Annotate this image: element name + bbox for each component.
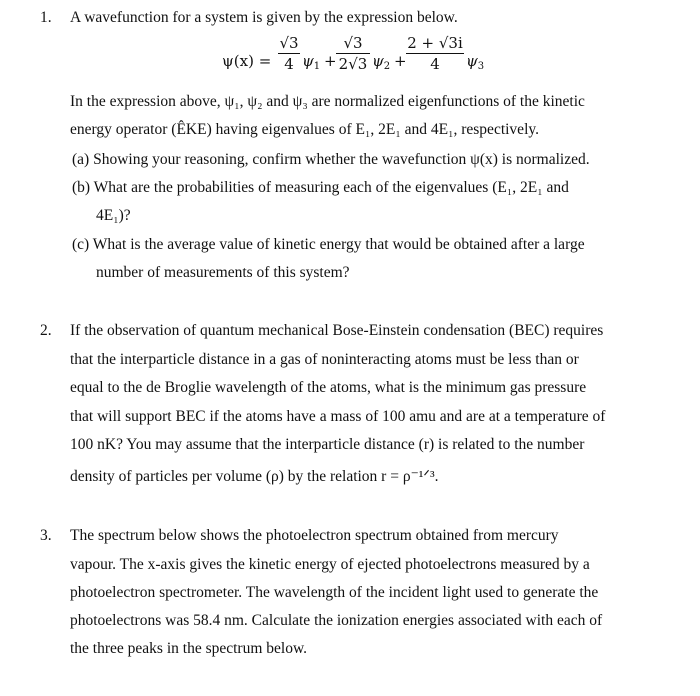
question-3-line-2: vapour. The x-axis gives the kinetic energy of ejected photoelectrons measured by a xyxy=(70,556,590,573)
question-1-part-c-line-1: (c) What is the average value of kinetic energy that would be obtained after a large xyxy=(72,236,585,253)
question-1-part-c-line-2: number of measurements of this system? xyxy=(96,264,350,281)
wavefunction-equation xyxy=(222,34,522,90)
eq-term3-fraction xyxy=(406,34,464,73)
eq-plus-2: + xyxy=(394,52,407,70)
question-1-number: 1. xyxy=(40,9,52,26)
eq-term1-fraction xyxy=(278,34,300,73)
question-3-line-3: photoelectron spectrometer. The wavelength of the incident light used to generate the xyxy=(70,584,599,601)
eq-plus-1: + xyxy=(324,52,337,70)
question-1-part-b-line-2: 4E₁)? xyxy=(96,207,131,224)
question-2-number: 2. xyxy=(40,322,52,339)
eq-term2-numerator: √3 xyxy=(343,34,363,52)
question-1-intro: A wavefunction for a system is given by the expression below. xyxy=(70,9,458,26)
eq-lhs: ψ(x) = xyxy=(222,52,272,70)
question-1-paragraph-line-1: In the expression above, ψ₁, ψ₂ and ψ₃ are normalized eigenfunctions of the kinetic xyxy=(70,93,585,110)
eq-term3-psi: $\psi_3$ xyxy=(466,52,485,72)
question-2-line-6: density of particles per volume (ρ) by the relation r = ρ⁻¹ᐟ³. xyxy=(70,468,439,485)
eq-term3-numerator: 2 + √3i xyxy=(407,34,463,52)
eq-term1-denominator: 4 xyxy=(284,55,294,73)
question-2-line-1: If the observation of quantum mechanical Bose-Einstein condensation (BEC) requires xyxy=(70,322,604,339)
question-3-line-4: photoelectrons was 58.4 nm. Calculate the ionization energies associated with each of xyxy=(70,612,603,629)
question-2-line-4: that will support BEC if the atoms have a mass of 100 amu and are at a temperature of xyxy=(70,408,606,425)
question-1-part-b-line-1: (b) What are the probabilities of measuring each of the eigenvalues (E₁, 2E₁ and xyxy=(72,179,569,196)
question-2-line-3: equal to the de Broglie wavelength of the atoms, what is the minimum gas pressure xyxy=(70,379,587,396)
question-2-line-2: that the interparticle distance in a gas of noninteracting atoms must be less than or xyxy=(70,351,579,368)
eq-term3-denominator: 4 xyxy=(430,55,440,73)
question-2-line-5: 100 nK? You may assume that the interparticle distance (r) is related to the number xyxy=(70,436,585,453)
eq-term2-psi: $\psi_2$ xyxy=(372,52,391,72)
eq-term2-fraction xyxy=(336,34,370,73)
question-1-paragraph-line-2: energy operator (ÊKE) having eigenvalues of E₁, 2E₁ and 4E₁, respectively. xyxy=(70,121,539,138)
question-1-part-a: (a) Showing your reasoning, confirm whether the wavefunction ψ(x) is normalized. xyxy=(72,151,590,168)
question-3-number: 3. xyxy=(40,527,52,544)
question-3-line-5: the three peaks in the spectrum below. xyxy=(70,640,308,657)
eq-term1-psi: $\psi_1$ xyxy=(302,52,321,72)
question-3-line-1: The spectrum below shows the photoelectron spectrum obtained from mercury xyxy=(70,527,559,544)
eq-term1-numerator: √3 xyxy=(279,34,299,52)
eq-term2-denominator: 2√3 xyxy=(338,55,368,73)
